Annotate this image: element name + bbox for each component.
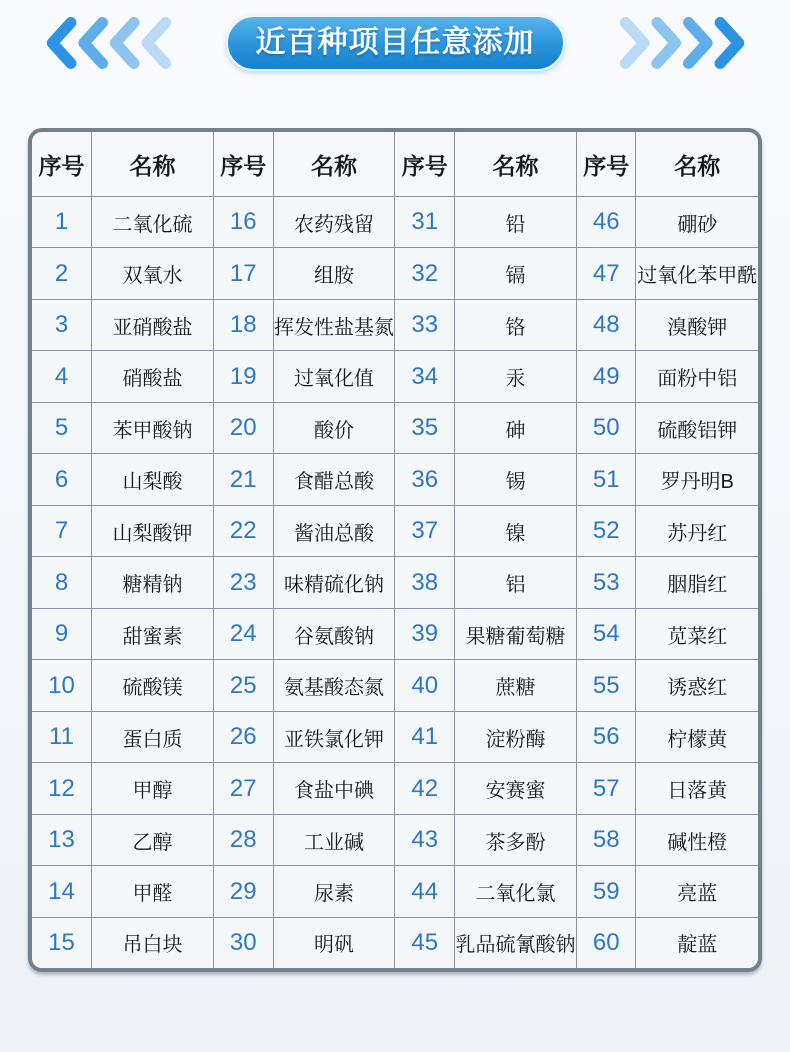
- item-serial: 32: [395, 248, 455, 299]
- item-name: 谷氨酸钠: [273, 608, 395, 659]
- item-name: 山梨酸: [92, 454, 214, 505]
- item-name: 碱性橙: [636, 814, 758, 865]
- item-serial: 52: [576, 505, 636, 556]
- item-serial: 9: [32, 608, 92, 659]
- item-name: 亚硝酸盐: [92, 299, 214, 350]
- table-row: [32, 917, 758, 968]
- table-row: [32, 866, 758, 917]
- item-serial: 4: [32, 351, 92, 402]
- item-name: 镍: [455, 505, 577, 556]
- item-serial: 35: [395, 402, 455, 453]
- item-serial: 57: [576, 763, 636, 814]
- item-name: 吊白块: [92, 917, 214, 968]
- item-serial: 24: [213, 608, 273, 659]
- item-name: 蛋白质: [92, 711, 214, 762]
- item-serial: 3: [32, 299, 92, 350]
- item-serial: 34: [395, 351, 455, 402]
- item-serial: 53: [576, 557, 636, 608]
- item-serial: 7: [32, 505, 92, 556]
- item-serial: 36: [395, 454, 455, 505]
- banner-title: 近百种项目任意添加: [226, 15, 565, 71]
- item-name: 二氧化硫: [92, 197, 214, 248]
- item-serial: 42: [395, 763, 455, 814]
- item-name: 酱油总酸: [273, 505, 395, 556]
- item-serial: 43: [395, 814, 455, 865]
- table-row: [32, 402, 758, 453]
- table-row: [32, 763, 758, 814]
- item-name: 氨基酸态氮: [273, 660, 395, 711]
- item-name: 过氧化苯甲酰: [636, 248, 758, 299]
- item-name: 农药残留: [273, 197, 395, 248]
- item-serial: 25: [213, 660, 273, 711]
- item-serial: 38: [395, 557, 455, 608]
- table-row: [32, 608, 758, 659]
- item-serial: 27: [213, 763, 273, 814]
- item-serial: 56: [576, 711, 636, 762]
- item-name: 组胺: [273, 248, 395, 299]
- item-name: 安赛蜜: [455, 763, 577, 814]
- table-header-row: [32, 132, 758, 197]
- chevrons-left-icon: [42, 17, 174, 69]
- item-name: 尿素: [273, 866, 395, 917]
- item-serial: 30: [213, 917, 273, 968]
- item-name: 淀粉酶: [455, 711, 577, 762]
- item-serial: 39: [395, 608, 455, 659]
- item-name: 硫酸铝钾: [636, 402, 758, 453]
- item-serial: 6: [32, 454, 92, 505]
- item-name: 味精硫化钠: [273, 557, 395, 608]
- item-name: 亮蓝: [636, 866, 758, 917]
- item-serial: 50: [576, 402, 636, 453]
- item-serial: 21: [213, 454, 273, 505]
- table-row: [32, 660, 758, 711]
- item-serial: 8: [32, 557, 92, 608]
- item-serial: 15: [32, 917, 92, 968]
- banner: [0, 12, 790, 74]
- item-name: 日落黄: [636, 763, 758, 814]
- item-name: 果糖葡萄糖: [455, 608, 577, 659]
- item-name: 甲醛: [92, 866, 214, 917]
- item-name: 甜蜜素: [92, 608, 214, 659]
- item-name: 食醋总酸: [273, 454, 395, 505]
- item-name: 山梨酸钾: [92, 505, 214, 556]
- item-serial: 46: [576, 197, 636, 248]
- item-serial: 14: [32, 866, 92, 917]
- table-row: [32, 557, 758, 608]
- item-name: 亚铁氯化钾: [273, 711, 395, 762]
- item-name: 苋菜红: [636, 608, 758, 659]
- item-serial: 23: [213, 557, 273, 608]
- item-name: 铬: [455, 299, 577, 350]
- item-name: 靛蓝: [636, 917, 758, 968]
- table-row: [32, 299, 758, 350]
- item-serial: 37: [395, 505, 455, 556]
- items-table-container: [28, 128, 762, 972]
- item-name: 双氧水: [92, 248, 214, 299]
- name-column-header: 名称: [92, 132, 214, 197]
- item-serial: 58: [576, 814, 636, 865]
- table-row: [32, 814, 758, 865]
- item-serial: 49: [576, 351, 636, 402]
- items-table: [32, 132, 758, 968]
- serial-column-header: 序号: [213, 132, 273, 197]
- item-name: 乳品硫氰酸钠: [455, 917, 577, 968]
- item-serial: 40: [395, 660, 455, 711]
- item-name: 苏丹红: [636, 505, 758, 556]
- item-name: 面粉中铝: [636, 351, 758, 402]
- item-name: 胭脂红: [636, 557, 758, 608]
- item-serial: 51: [576, 454, 636, 505]
- item-serial: 59: [576, 866, 636, 917]
- item-serial: 11: [32, 711, 92, 762]
- item-serial: 13: [32, 814, 92, 865]
- item-serial: 20: [213, 402, 273, 453]
- item-name: 砷: [455, 402, 577, 453]
- table-row: [32, 248, 758, 299]
- name-column-header: 名称: [273, 132, 395, 197]
- item-serial: 47: [576, 248, 636, 299]
- item-name: 酸价: [273, 402, 395, 453]
- item-name: 过氧化值: [273, 351, 395, 402]
- item-serial: 19: [213, 351, 273, 402]
- item-name: 蔗糖: [455, 660, 577, 711]
- item-name: 甲醇: [92, 763, 214, 814]
- item-name: 溴酸钾: [636, 299, 758, 350]
- serial-column-header: 序号: [395, 132, 455, 197]
- item-serial: 18: [213, 299, 273, 350]
- item-serial: 2: [32, 248, 92, 299]
- name-column-header: 名称: [455, 132, 577, 197]
- item-name: 硝酸盐: [92, 351, 214, 402]
- table-row: [32, 454, 758, 505]
- item-serial: 44: [395, 866, 455, 917]
- item-serial: 33: [395, 299, 455, 350]
- name-column-header: 名称: [636, 132, 758, 197]
- item-name: 锡: [455, 454, 577, 505]
- item-name: 二氧化氯: [455, 866, 577, 917]
- item-name: 铝: [455, 557, 577, 608]
- item-serial: 28: [213, 814, 273, 865]
- serial-column-header: 序号: [32, 132, 92, 197]
- item-serial: 41: [395, 711, 455, 762]
- table-row: [32, 505, 758, 556]
- item-serial: 29: [213, 866, 273, 917]
- item-name: 硼砂: [636, 197, 758, 248]
- item-serial: 17: [213, 248, 273, 299]
- item-serial: 12: [32, 763, 92, 814]
- item-serial: 45: [395, 917, 455, 968]
- item-serial: 26: [213, 711, 273, 762]
- item-serial: 31: [395, 197, 455, 248]
- item-name: 诱惑红: [636, 660, 758, 711]
- item-serial: 1: [32, 197, 92, 248]
- item-serial: 10: [32, 660, 92, 711]
- item-name: 硫酸镁: [92, 660, 214, 711]
- item-serial: 5: [32, 402, 92, 453]
- item-name: 茶多酚: [455, 814, 577, 865]
- item-name: 乙醇: [92, 814, 214, 865]
- item-name: 糖精钠: [92, 557, 214, 608]
- item-name: 柠檬黄: [636, 711, 758, 762]
- item-name: 工业碱: [273, 814, 395, 865]
- item-serial: 60: [576, 917, 636, 968]
- item-name: 镉: [455, 248, 577, 299]
- item-serial: 48: [576, 299, 636, 350]
- serial-column-header: 序号: [576, 132, 636, 197]
- item-name: 苯甲酸钠: [92, 402, 214, 453]
- item-name: 铅: [455, 197, 577, 248]
- table-row: [32, 197, 758, 248]
- table-row: [32, 351, 758, 402]
- item-name: 明矾: [273, 917, 395, 968]
- table-row: [32, 711, 758, 762]
- item-name: 罗丹明B: [636, 454, 758, 505]
- chevrons-right-icon: [617, 17, 749, 69]
- item-serial: 22: [213, 505, 273, 556]
- item-name: 食盐中碘: [273, 763, 395, 814]
- item-serial: 54: [576, 608, 636, 659]
- item-name: 汞: [455, 351, 577, 402]
- item-serial: 55: [576, 660, 636, 711]
- item-name: 挥发性盐基氮: [273, 299, 395, 350]
- item-serial: 16: [213, 197, 273, 248]
